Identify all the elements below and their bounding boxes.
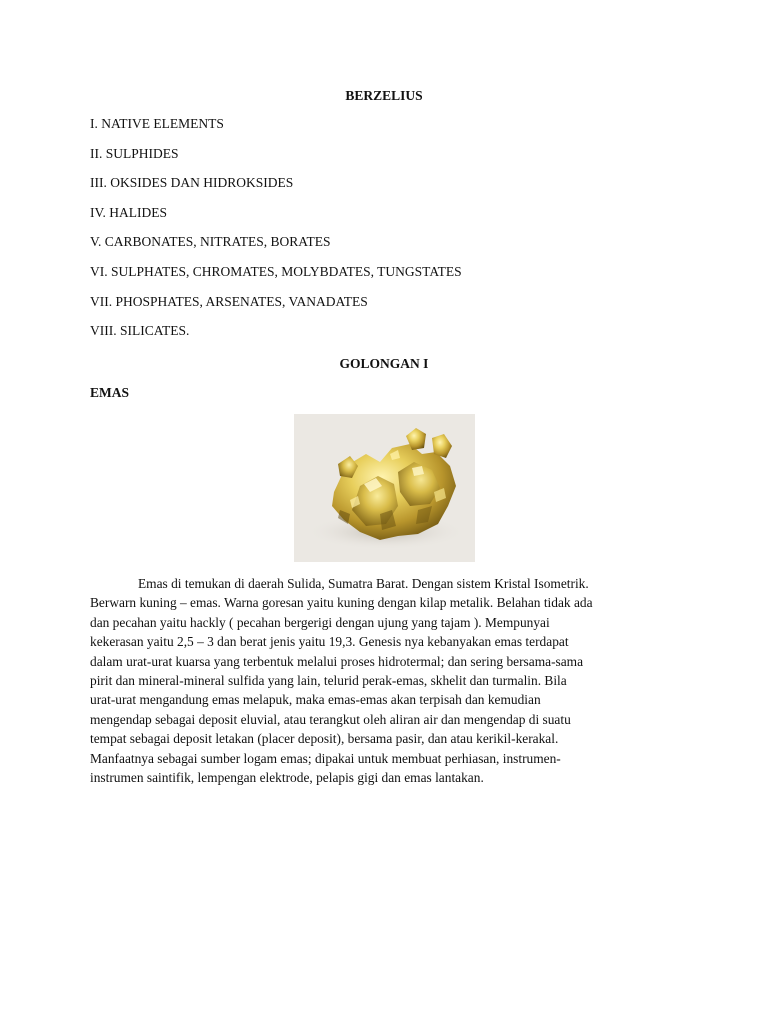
section-title: GOLONGAN I [339,356,429,371]
description-line: Manfaatnya sebagai sumber logam emas; dipakai untuk membuat perhiasan, instrumen- [90,750,561,766]
description-line: tempat sebagai deposit letakan (placer deposit), bersama pasir, dan atau kerikil-kerakal. [90,731,559,747]
description-line: pirit dan mineral-mineral sulfida yang lain, telurid perak-emas, skhelit dan turmalin. Bila [90,673,567,689]
classification-item: V. CARBONATES, NITRATES, BORATES [90,234,331,250]
classification-item: III. OKSIDES DAN HIDROKSIDES [90,175,294,191]
description-line: Berwarn kuning – emas. Warna goresan yaitu kuning dengan kilap metalik. Belahan tidak ada [90,595,593,611]
description-line: mengendap sebagai deposit eluvial, atau terangkut oleh aliran air dan mengendap di suatu [90,711,571,727]
document-title: BERZELIUS [345,88,423,103]
description-line: dalam urat-urat kuarsa yang terbentuk melalui proses hidrotermal; dan sering bersama-sama [90,653,584,669]
mineral-description [90,574,682,787]
classification-item: II. SULPHIDES [90,145,179,161]
description-line: kekerasan yaitu 2,5 – 3 dan berat jenis yaitu 19,3. Genesis nya kebanyakan emas terdapat [90,634,569,650]
classification-item: I. NATIVE ELEMENTS [90,116,224,131]
classification-item: VI. SULPHATES, CHROMATES, MOLYBDATES, TUNGSTATES [90,263,462,279]
classification-item: VII. PHOSPHATES, ARSENATES, VANADATES [90,293,368,309]
gold-nugget-photo [294,414,475,562]
classification-item: IV. HALIDES [90,204,167,220]
mineral-heading: EMAS [90,385,130,400]
classification-item: VIII. SILICATES. [90,323,190,339]
description-line: Emas di temukan di daerah Sulida, Sumatra Barat. Dengan sistem Kristal Isometrik. [138,576,589,591]
gold-nugget-illustration [294,414,475,562]
description-line: urat-urat mengandung emas melapuk, maka emas-emas akan terpisah dan kemudian [90,692,541,708]
description-line: dan pecahan yaitu hackly ( pecahan bergerigi dengan ujung yang tajam ). Mempunyai [90,614,550,630]
description-line: instrumen saintifik, lempengan elektrode, pelapis gigi dan emas lantakan. [90,770,484,786]
classification-list [90,116,462,353]
